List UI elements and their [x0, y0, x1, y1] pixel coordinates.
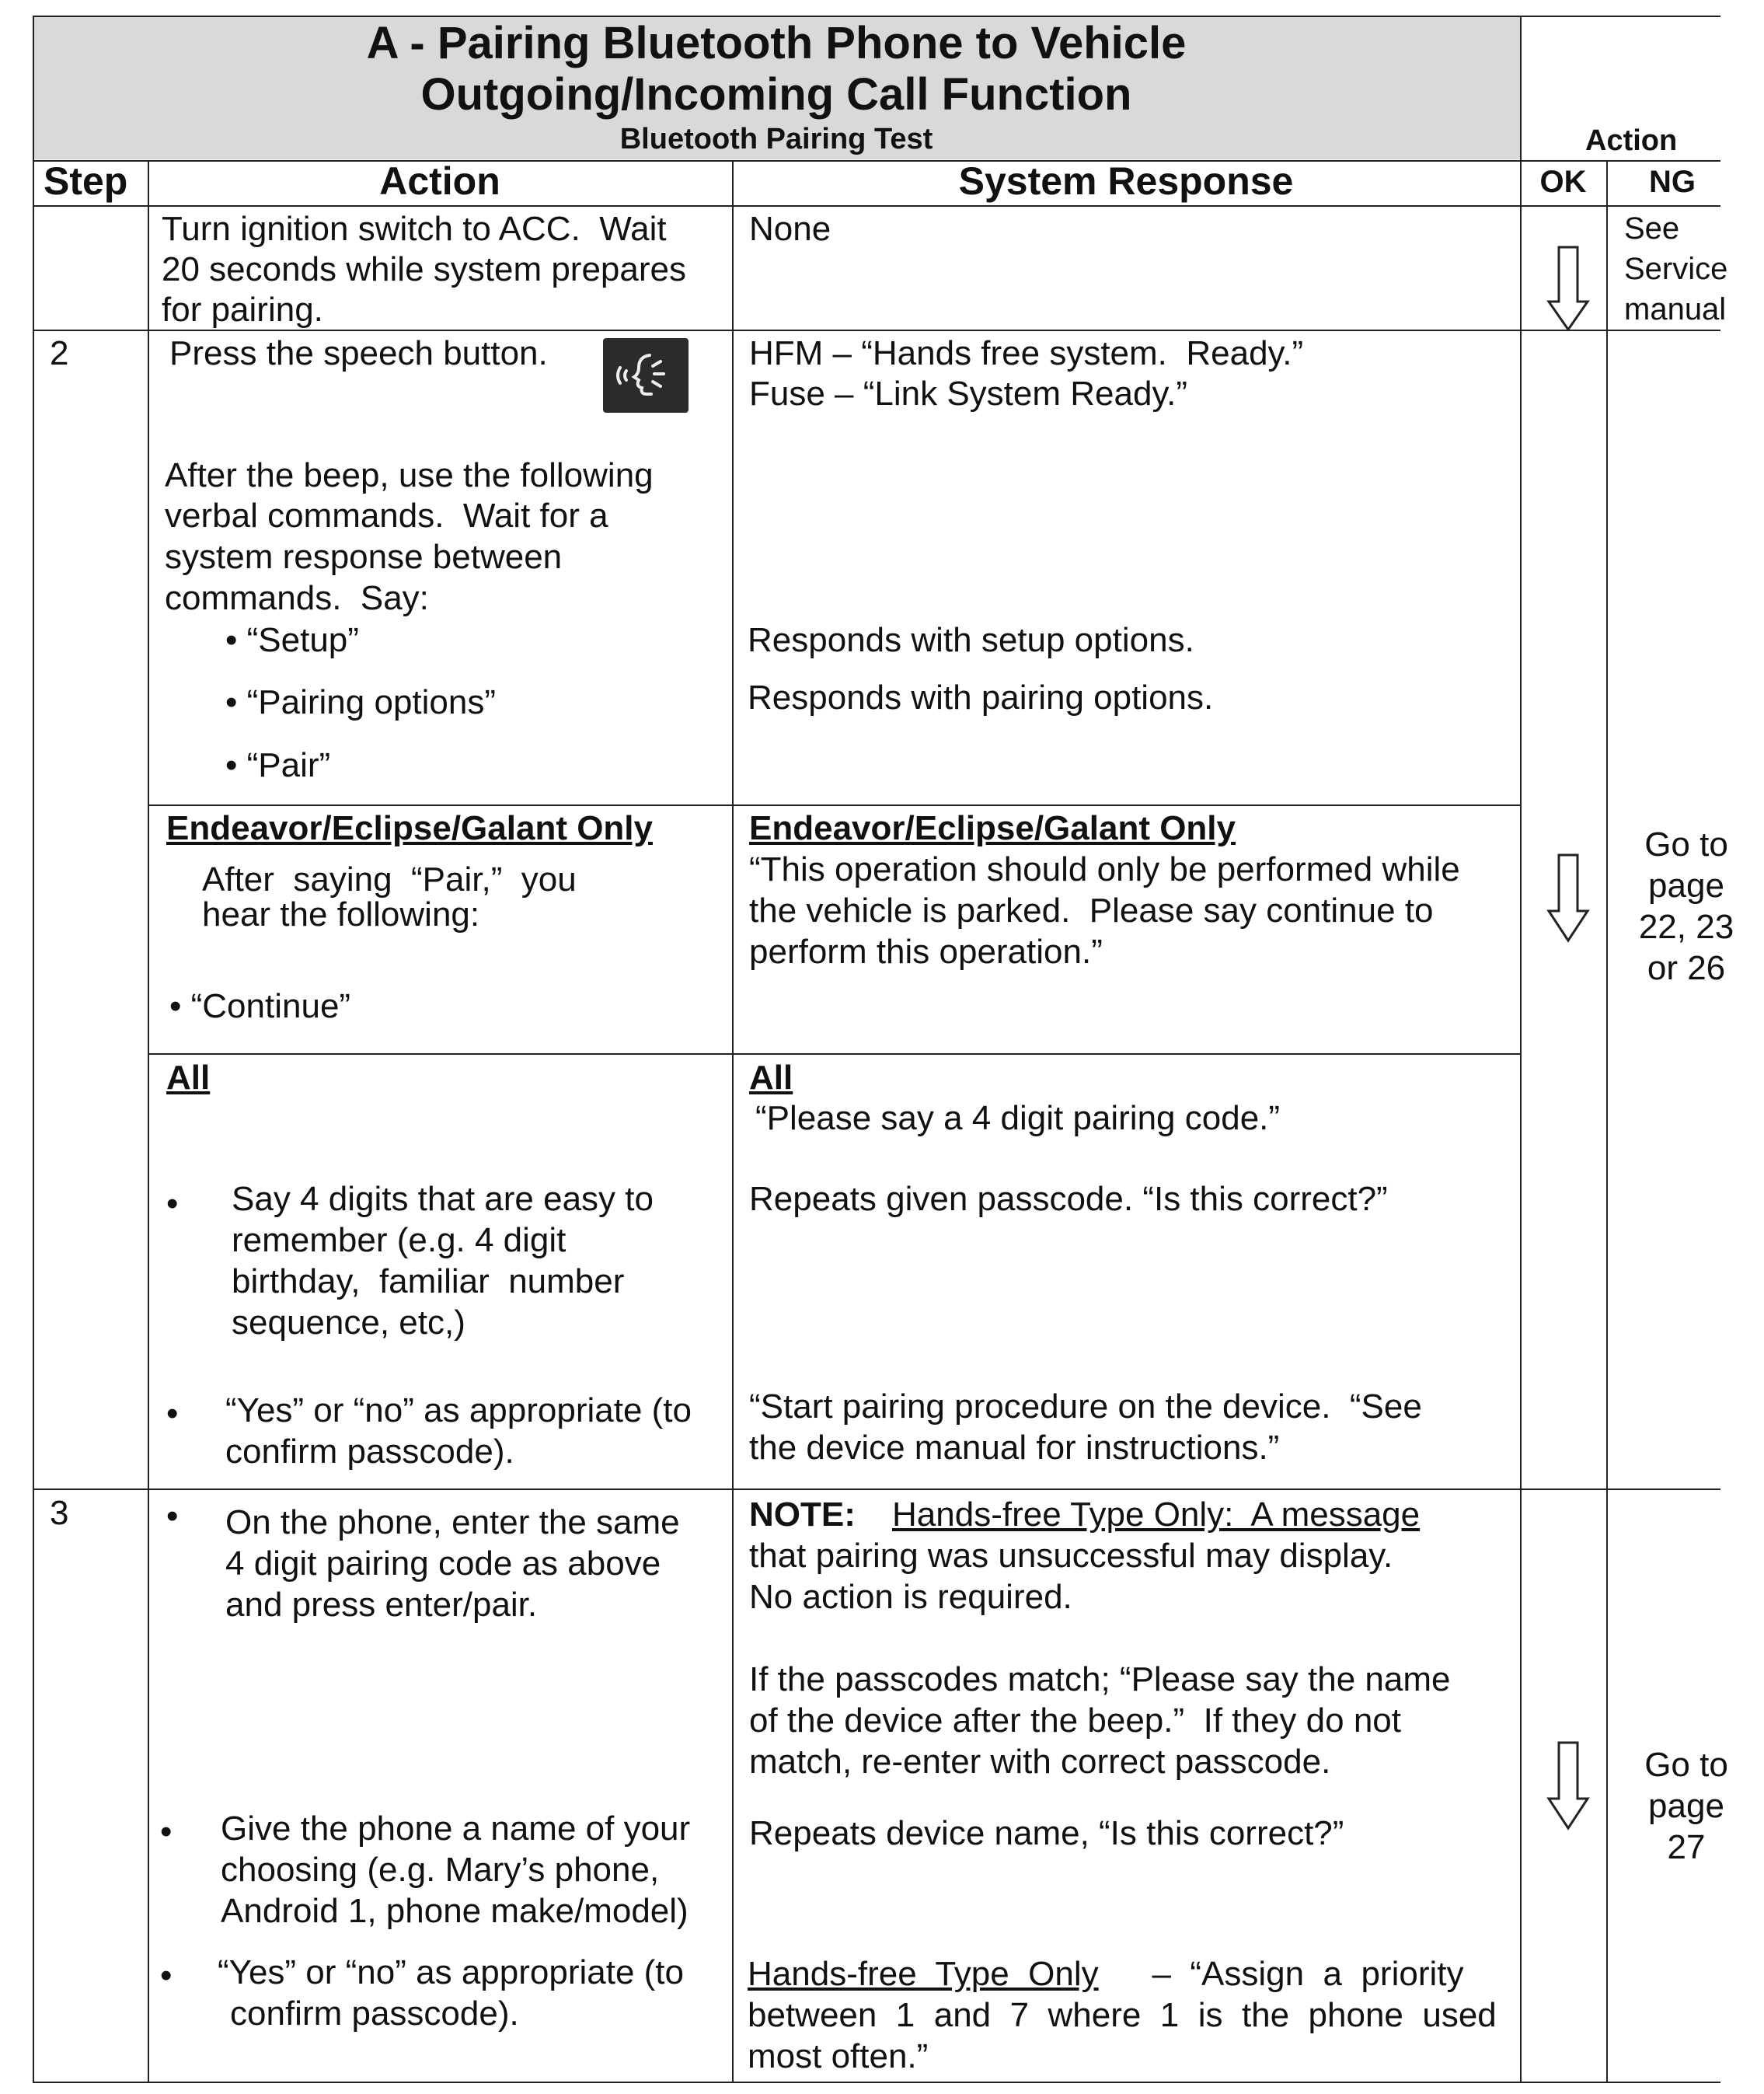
row3-match-line3: match, re-enter with correct passcode. — [749, 1743, 1331, 1781]
row3-prio-line2: between 1 and 7 where 1 is the phone used — [748, 1996, 1497, 2034]
row2-ng-line1: Go to — [1644, 825, 1728, 864]
page-subtitle: Outgoing/Incoming Call Function — [420, 69, 1132, 120]
col-header-action: Action — [379, 159, 500, 203]
row2-cmd-pair: • “Pair” — [225, 746, 331, 784]
row2-ng-line4: or 26 — [1647, 949, 1726, 987]
col-header-ng: NG — [1649, 165, 1696, 199]
col-response — [1520, 16, 1522, 2082]
row2-yes-resp-line1: “Start pairing procedure on the device. “See — [749, 1387, 1422, 1426]
row3-name-resp: Repeats device name, “Is this correct?” — [749, 1814, 1344, 1852]
rule-top — [33, 16, 1720, 17]
rule-colheads — [33, 205, 1720, 207]
row2-all-heading: All — [166, 1059, 211, 1097]
row3-yes-bullet: • — [160, 1956, 173, 1995]
row1-action-line2: 20 seconds while system prepares — [162, 250, 686, 288]
action-group-header: Action — [1585, 124, 1678, 157]
row3-ok-arrow-icon — [1546, 1741, 1590, 1831]
row2-eeg-resp-line2: the vehicle is parked. Please say continue to — [749, 892, 1434, 930]
row1-ng-line2: Service — [1624, 252, 1728, 286]
col-header-step: Step — [44, 159, 128, 203]
col-action — [732, 160, 734, 2082]
row2-resp-fuse: Fuse – “Link System Ready.” — [749, 375, 1188, 413]
row1-ok-arrow-icon — [1546, 246, 1590, 333]
row2-say-resp: Repeats given passcode. “Is this correct?” — [749, 1180, 1388, 1218]
row3-step: 3 — [50, 1494, 69, 1532]
row3-phone-bullet: • — [166, 1497, 179, 1535]
row2-after-line3: system response between — [165, 538, 563, 576]
row3-name-line1: Give the phone a name of your — [221, 1810, 691, 1848]
row3-match-line2: of the device after the beep.” If they do not — [749, 1701, 1401, 1740]
row3-note-handsfree: Hands-free Type Only: A message — [892, 1495, 1421, 1534]
rule-row2-a — [148, 804, 1520, 806]
col-left — [33, 16, 34, 2082]
col-step — [148, 160, 149, 2082]
row2-eeg-continue: • “Continue” — [169, 987, 351, 1025]
row2-ng-line3: 22, 23 — [1638, 908, 1734, 946]
row1-action-line3: for pairing. — [162, 291, 323, 329]
row3-prio-line3: most often.” — [748, 2037, 929, 2075]
row1-action-line1: Turn ignition switch to ACC. Wait — [162, 210, 667, 248]
row2-eeg-resp-heading: Endeavor/Eclipse/Galant Only — [749, 809, 1236, 847]
row3-match-line1: If the passcodes match; “Please say the name — [749, 1660, 1451, 1698]
row2-resp-pairing: Responds with pairing options. — [748, 679, 1214, 717]
rule-bottom — [33, 2082, 1720, 2083]
row2-eeg-heading: Endeavor/Eclipse/Galant Only — [166, 809, 653, 847]
col-ok — [1606, 160, 1608, 2082]
row2-press-speech: Press the speech button. — [169, 334, 548, 372]
row2-eeg-line2: hear the following: — [202, 895, 480, 934]
row2-cmd-pairing-options: • “Pairing options” — [225, 683, 497, 721]
row3-yes-line2: confirm passcode). — [230, 1995, 519, 2033]
row3-phone-line1: On the phone, enter the same — [225, 1503, 680, 1541]
rule-row2 — [33, 1488, 1720, 1490]
col-header-ok: OK — [1539, 165, 1587, 199]
row3-name-line3: Android 1, phone make/model) — [221, 1892, 689, 1930]
row2-resp-setup: Responds with setup options. — [748, 621, 1194, 659]
row2-all-resp-line1: “Please say a 4 digit pairing code.” — [755, 1099, 1281, 1137]
row2-say-line1: Say 4 digits that are easy to — [232, 1180, 654, 1218]
row3-ng-line2: page — [1648, 1787, 1724, 1825]
row2-ng-line2: page — [1648, 867, 1724, 905]
row2-ok-arrow-icon — [1546, 853, 1590, 944]
row2-after-line1: After the beep, use the following — [165, 456, 654, 494]
row2-eeg-resp-line1: “This operation should only be performed while — [749, 850, 1460, 888]
row3-phone-line2: 4 digit pairing code as above — [225, 1544, 661, 1583]
row3-name-bullet: • — [160, 1813, 173, 1851]
speech-button-icon — [603, 338, 689, 413]
row2-say-line3: birthday, familiar number — [232, 1262, 625, 1300]
row2-all-resp-heading: All — [749, 1059, 793, 1097]
test-name: Bluetooth Pairing Test — [619, 123, 933, 155]
row2-say-line4: sequence, etc,) — [232, 1304, 465, 1342]
row2-step: 2 — [50, 334, 69, 372]
row2-yes-line1: “Yes” or “no” as appropriate (to — [225, 1391, 692, 1429]
row2-yes-line2: confirm passcode). — [225, 1433, 514, 1471]
row2-yes-resp-line2: the device manual for instructions.” — [749, 1429, 1280, 1467]
row2-eeg-resp-line3: perform this operation.” — [749, 933, 1103, 971]
row3-yes-line1: “Yes” or “no” as appropriate (to — [218, 1953, 684, 1991]
row3-name-line2: choosing (e.g. Mary’s phone, — [221, 1851, 660, 1889]
row3-ng-line3: 27 — [1667, 1828, 1706, 1866]
row2-say-line2: remember (e.g. 4 digit — [232, 1221, 567, 1259]
row2-say-bullet: • — [166, 1185, 179, 1223]
row3-prio-line1: – “Assign a priority — [1133, 1955, 1464, 1993]
row2-cmd-setup: • “Setup” — [225, 621, 359, 659]
row1-ng-line1: See — [1624, 211, 1680, 246]
row1-ng-line3: manual — [1624, 292, 1727, 326]
row3-note-label: NOTE: — [749, 1495, 856, 1534]
rule-row2-b — [148, 1053, 1520, 1055]
page-title: A - Pairing Bluetooth Phone to Vehicle — [366, 18, 1187, 68]
row1-response: None — [749, 210, 831, 248]
row2-after-line4: commands. Say: — [165, 579, 429, 617]
col-header-system-response: System Response — [958, 159, 1294, 203]
row2-after-line2: verbal commands. Wait for a — [165, 497, 608, 535]
row3-phone-line3: and press enter/pair. — [225, 1586, 538, 1624]
row2-eeg-line1: After saying “Pair,” you — [202, 860, 577, 899]
row3-ng-line1: Go to — [1644, 1746, 1728, 1784]
row2-resp-hfm: HFM – “Hands free system. Ready.” — [749, 334, 1304, 372]
row2-yes-bullet: • — [166, 1394, 179, 1433]
row3-note-line3: No action is required. — [749, 1578, 1072, 1616]
row3-note-line2: that pairing was unsuccessful may display. — [749, 1537, 1393, 1575]
row3-prio-handsfree: Hands-free Type Only — [748, 1955, 1099, 1993]
